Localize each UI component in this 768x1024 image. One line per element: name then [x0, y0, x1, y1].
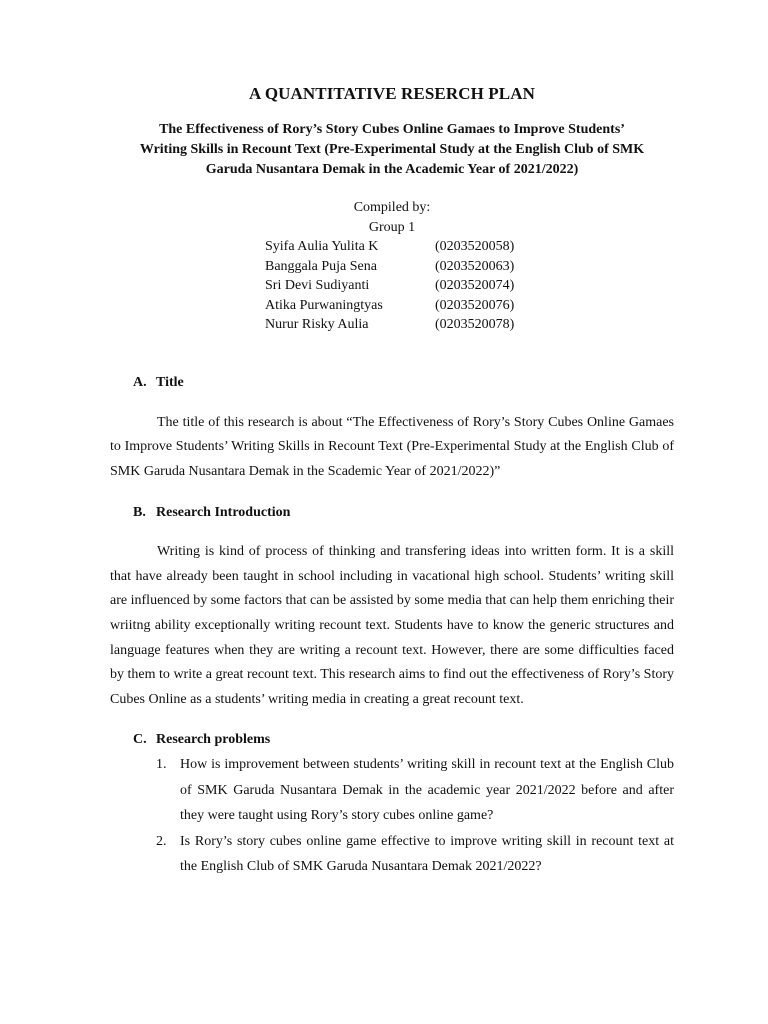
member-name: Sri Devi Sudiyanti [265, 278, 370, 293]
list-number: 2. [156, 833, 167, 849]
member-id: (0203520074) [435, 278, 515, 293]
member-list [265, 237, 674, 335]
member-row [265, 276, 674, 296]
member-id: (0203520058) [435, 239, 515, 254]
list-number: 1. [156, 757, 167, 773]
member-name: Banggala Puja Sena [265, 258, 377, 274]
list-text: How is improvement between students’ writing skill in recount text at the English Club of SMK Garuda Nusantara Demak in the academic year 2021/2022 before and after they were taught using Rory’s story cubes online game? [180, 757, 674, 824]
section-letter: B. [133, 505, 146, 521]
section-b-heading [133, 505, 674, 521]
section-letter: A. [133, 374, 147, 390]
section-letter: C. [133, 732, 147, 748]
section-title: Research problems [156, 732, 271, 748]
list-text: Is Rory’s story cubes online game effective to improve writing skill in recount text at the English Club of SMK Garuda Nusantara Demak 2021/2022? [180, 833, 674, 875]
member-row [265, 257, 674, 277]
subtitle-line: The Effectiveness of Rory’s Story Cubes Online Gamaes to Improve Students’ [159, 122, 625, 137]
member-name: Nurur Risky Aulia [265, 317, 369, 332]
list-item [156, 829, 674, 880]
section-a-heading [133, 375, 674, 391]
research-problems-list [110, 752, 674, 879]
member-row [265, 237, 674, 257]
member-id: (0203520078) [435, 317, 515, 332]
member-name: Atika Purwaningtyas [265, 297, 383, 313]
member-id: (0203520063) [435, 258, 515, 274]
section-a-paragraph: The title of this research is about “The Effectiveness of Rory’s Story Cubes Online Gamaes to Improve Students’ Writing Skills in Recount Text (Pre-Experimental Study at the English Club of SMK Garuda Nusantara Demak in the Scademic Year of 2021/2022)” [110, 414, 674, 479]
subtitle-line: Writing Skills in Recount Text (Pre-Experimental Study at the English Club of SMK [139, 142, 645, 157]
compiled-by-block [110, 198, 674, 237]
subtitle-line: Garuda Nusantara Demak in the Academic Year of 2021/2022) [205, 162, 579, 177]
section-c-heading [133, 732, 674, 748]
document-title: A QUANTITATIVE RESERCH PLAN [249, 84, 535, 103]
section-b-paragraph: Writing is kind of process of thinking and transfering ideas into written form. It is a skill that have already been taught in school including in vacational high school. Students’ writing skill are influenced by some factors that can be assisted by some media that can help them enriching their wriitng ability exceptionally writing recount text. Students have to know the generic structures and language features when they are writing a recount text. However, there are some difficulties faced by them to write a great recount text. This research aims to find out the effectiveness of Rory’s Story Cubes Online as a students’ writing media in creating a great recount text. [110, 544, 674, 707]
list-item [156, 752, 674, 828]
section-title: Research Introduction [156, 505, 291, 521]
member-name: Syifa Aulia Yulita K [265, 239, 379, 254]
section-title: Title [156, 374, 184, 390]
member-id: (0203520076) [435, 297, 515, 313]
group-label: Group 1 [368, 219, 416, 235]
compiled-by-label: Compiled by: [353, 200, 431, 215]
member-row [265, 315, 674, 335]
member-row [265, 296, 674, 316]
research-subtitle [110, 120, 674, 180]
